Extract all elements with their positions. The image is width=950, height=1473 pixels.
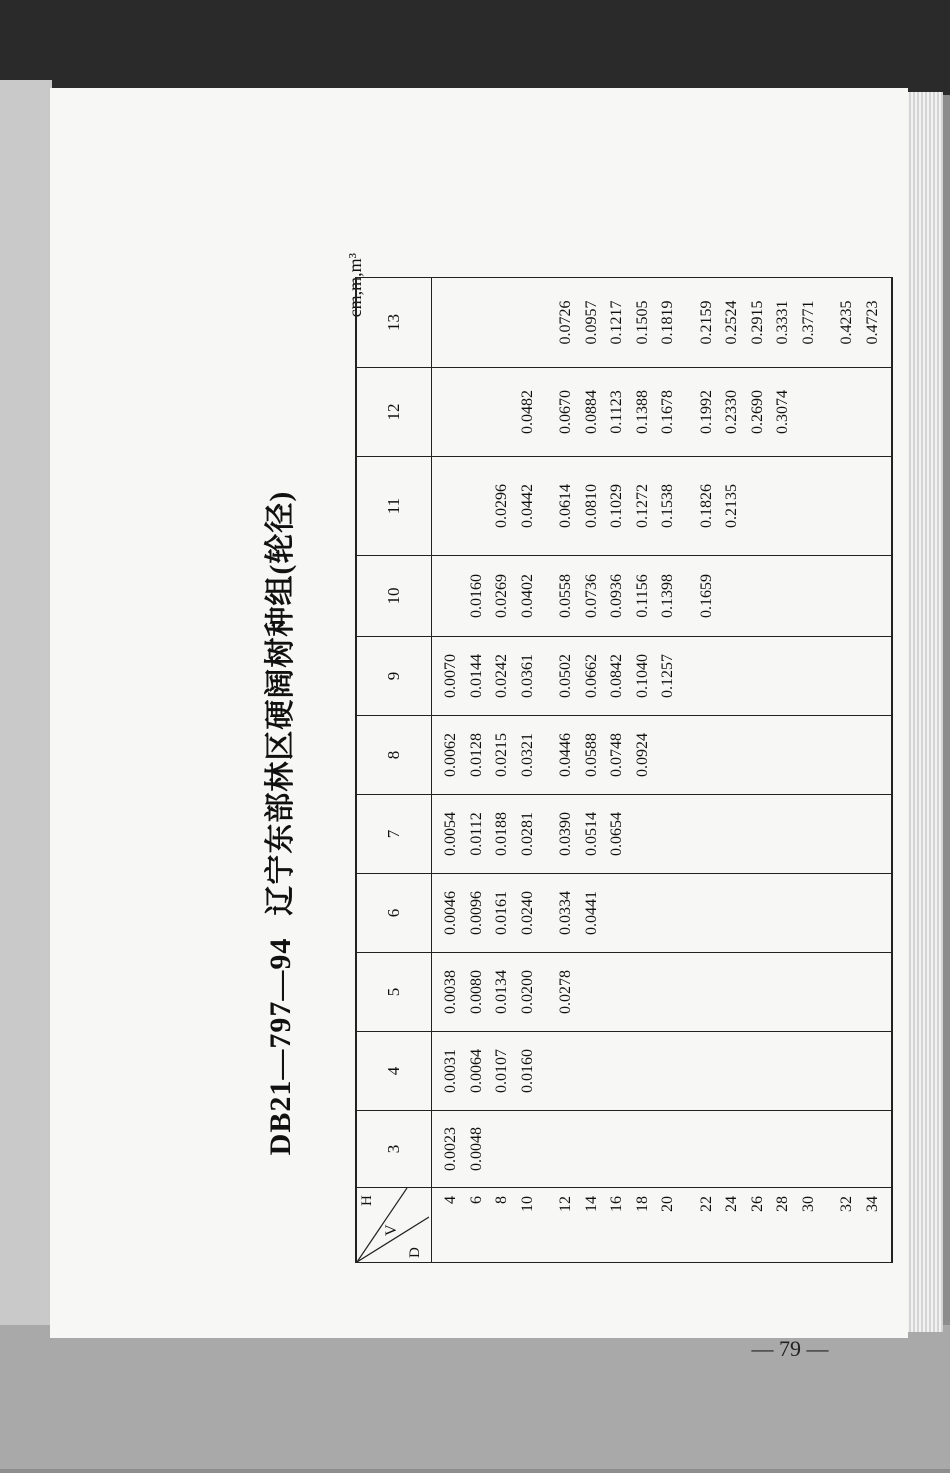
diameter-label: 4 [442, 1196, 459, 1204]
volume-cell [579, 953, 605, 1031]
volume-cell [464, 278, 490, 367]
volume-cell [834, 716, 860, 794]
volume-cell: 0.1538 [659, 484, 676, 528]
volume-cell [770, 953, 796, 1031]
volume-cell [438, 368, 464, 456]
volume-cell [834, 457, 860, 555]
volume-cell [655, 716, 681, 794]
height-header-8: 8 [356, 716, 432, 795]
volume-cell: 0.4235 [838, 300, 855, 345]
volume-cell: 0.0390 [557, 812, 574, 856]
volume-cell [630, 795, 656, 873]
header-row [356, 278, 432, 1263]
volume-cell [796, 874, 822, 952]
volume-cell: 0.0144 [467, 654, 485, 698]
volume-cell: 0.3771 [799, 300, 817, 345]
volume-cell [834, 368, 860, 456]
group-gap [681, 795, 694, 873]
volume-cell [796, 368, 822, 456]
volume-cell: 0.0031 [442, 1049, 459, 1093]
volume-cell: 0.0023 [442, 1127, 459, 1171]
volume-cell: 0.0064 [467, 1049, 485, 1093]
volume-cell [860, 637, 886, 715]
volume-cell: 0.2524 [723, 300, 740, 345]
volume-cell [860, 874, 886, 952]
volume-cell [834, 953, 860, 1031]
volume-column-h13 [432, 278, 893, 368]
volume-cell [796, 637, 822, 715]
volume-cell: 0.0558 [557, 574, 574, 618]
volume-cell: 0.0096 [467, 891, 485, 935]
group-gap [681, 1111, 694, 1187]
table-title: 辽宁东部林区硬阔树种组(轮径) [264, 490, 297, 916]
corner-d: D [407, 1247, 423, 1258]
volume-cell: 0.1992 [697, 390, 715, 434]
volume-table [355, 277, 893, 1263]
volume-cell: 0.4723 [863, 300, 881, 345]
volume-cell: 0.1388 [633, 390, 651, 434]
group-gap [681, 874, 694, 952]
volume-column-h6 [432, 874, 893, 953]
volume-cell: 0.0062 [442, 733, 459, 777]
volume-cell [745, 1032, 771, 1110]
units-label: cm,m,m³ [345, 253, 365, 318]
book-page [50, 88, 908, 1361]
volume-cell [694, 1032, 720, 1110]
volume-cell: 0.0614 [557, 484, 574, 528]
group-gap [821, 716, 834, 794]
diameter-label: 26 [748, 1196, 766, 1212]
volume-cell: 0.1217 [608, 300, 625, 345]
volume-cell: 0.1257 [659, 654, 676, 698]
volume-cell [694, 637, 720, 715]
group-gap [540, 457, 553, 555]
volume-cell [770, 795, 796, 873]
group-gap [540, 953, 553, 1031]
volume-cell [719, 874, 745, 952]
diameter-label: 20 [659, 1196, 676, 1212]
volume-cell: 0.1826 [697, 484, 715, 528]
volume-column-h7 [432, 795, 893, 874]
volume-cell [796, 795, 822, 873]
volume-cell [834, 1032, 860, 1110]
volume-cell: 0.0924 [633, 733, 651, 777]
volume-cell [694, 795, 720, 873]
height-header-9: 9 [356, 637, 432, 716]
volume-cell [579, 1032, 605, 1110]
diameter-column [432, 1188, 893, 1263]
volume-cell: 0.3331 [774, 300, 791, 345]
volume-cell [834, 556, 860, 636]
volume-cell: 0.0446 [557, 733, 574, 777]
volume-cell: 0.0321 [518, 733, 536, 777]
volume-cell: 0.0269 [493, 574, 510, 618]
volume-cell [438, 457, 464, 555]
volume-cell [860, 368, 886, 456]
height-header-12: 12 [356, 368, 432, 457]
volume-cell: 0.0810 [582, 484, 600, 528]
volume-cell [515, 1111, 541, 1187]
volume-cell: 0.1819 [659, 300, 676, 345]
height-header-10: 10 [356, 556, 432, 637]
volume-cell: 0.0588 [582, 733, 600, 777]
volume-cell: 0.0134 [493, 970, 510, 1014]
group-gap [681, 1032, 694, 1110]
volume-cell: 0.1505 [633, 300, 651, 345]
volume-cell: 0.0842 [608, 654, 625, 698]
diameter-label: 30 [799, 1196, 817, 1212]
volume-cell: 0.0654 [608, 812, 625, 856]
volume-cell: 0.0070 [442, 654, 459, 698]
volume-cell: 0.0957 [582, 300, 600, 345]
group-gap [681, 278, 694, 367]
volume-column-h3 [432, 1111, 893, 1188]
group-gap [821, 1188, 834, 1262]
height-header-7: 7 [356, 795, 432, 874]
volume-column-h4 [432, 1032, 893, 1111]
volume-cell [860, 953, 886, 1031]
group-gap [681, 953, 694, 1031]
volume-cell [745, 556, 771, 636]
diameter-label: 18 [633, 1196, 651, 1212]
group-gap [821, 457, 834, 555]
volume-cell: 0.0296 [493, 484, 510, 528]
volume-cell [604, 1111, 630, 1187]
diameter-label: 14 [582, 1196, 600, 1212]
group-gap [681, 457, 694, 555]
group-gap [821, 795, 834, 873]
volume-cell: 0.0188 [493, 812, 510, 856]
volume-cell: 0.0281 [518, 812, 536, 856]
page-title [255, 273, 299, 1373]
group-gap [821, 637, 834, 715]
volume-cell [860, 716, 886, 794]
group-gap [821, 874, 834, 952]
volume-cell: 0.0046 [442, 891, 459, 935]
height-header-6: 6 [356, 874, 432, 953]
group-gap [540, 716, 553, 794]
volume-column-h11 [432, 457, 893, 556]
volume-cell [604, 1032, 630, 1110]
volume-cell: 0.1029 [608, 484, 625, 528]
group-gap [540, 637, 553, 715]
group-gap [540, 556, 553, 636]
volume-cell: 0.1398 [659, 574, 676, 618]
volume-column-h5 [432, 953, 893, 1032]
volume-cell [796, 457, 822, 555]
diameter-label: 32 [838, 1196, 855, 1212]
diameter-label: 10 [518, 1196, 536, 1212]
volume-cell: 0.1040 [633, 654, 651, 698]
volume-cell [464, 457, 490, 555]
volume-cell [770, 716, 796, 794]
volume-cell [796, 716, 822, 794]
volume-cell [860, 457, 886, 555]
group-gap [681, 1188, 694, 1262]
volume-cell: 0.0054 [442, 812, 459, 856]
volume-cell [655, 1032, 681, 1110]
body-row [432, 278, 893, 1263]
volume-cell [719, 953, 745, 1031]
diameter-label: 24 [723, 1196, 740, 1212]
volume-cell [770, 556, 796, 636]
height-header-13: 13 [356, 278, 432, 368]
volume-cell [489, 278, 515, 367]
volume-cell [630, 953, 656, 1031]
volume-cell: 0.0038 [442, 970, 459, 1014]
group-gap [540, 795, 553, 873]
volume-cell: 0.0402 [518, 574, 536, 618]
volume-cell [553, 1032, 579, 1110]
book-page-edges [905, 92, 943, 1332]
height-header-5: 5 [356, 953, 432, 1032]
volume-cell: 0.0080 [467, 970, 485, 1014]
volume-cell: 0.0200 [518, 970, 536, 1014]
diameter-label: 16 [608, 1196, 625, 1212]
volume-cell [438, 556, 464, 636]
volume-cell: 0.0278 [557, 970, 574, 1014]
volume-cell: 0.0242 [493, 654, 510, 698]
volume-cell: 0.0160 [518, 1049, 536, 1093]
volume-cell [630, 1032, 656, 1110]
volume-cell [796, 1111, 822, 1187]
volume-cell [719, 637, 745, 715]
volume-cell: 0.3074 [774, 390, 791, 434]
group-gap [681, 716, 694, 794]
volume-cell: 0.0361 [518, 654, 536, 698]
volume-cell [770, 637, 796, 715]
standard-code: DB21—797—94 [264, 937, 297, 1156]
volume-cell [694, 1111, 720, 1187]
volume-cell [438, 278, 464, 367]
volume-cell [860, 1032, 886, 1110]
volume-cell: 0.0748 [608, 733, 625, 777]
corner-h: H [359, 1195, 375, 1206]
group-gap [821, 368, 834, 456]
height-header-11: 11 [356, 457, 432, 556]
volume-cell [834, 1111, 860, 1187]
volume-cell: 0.1659 [697, 574, 715, 618]
volume-cell [745, 874, 771, 952]
diameter-label: 12 [557, 1196, 574, 1212]
group-gap [681, 637, 694, 715]
page-number: — 79 — [751, 1336, 829, 1361]
height-header-3: 3 [356, 1111, 432, 1188]
diameter-label: 22 [697, 1196, 715, 1212]
volume-cell: 0.0441 [582, 891, 600, 935]
volume-cell: 0.2915 [748, 300, 766, 345]
volume-cell [745, 637, 771, 715]
volume-cell: 0.0514 [582, 812, 600, 856]
volume-cell [630, 1111, 656, 1187]
scan-left-margin [0, 80, 52, 1330]
volume-cell: 0.0936 [608, 574, 625, 618]
group-gap [540, 1032, 553, 1110]
group-gap [821, 1111, 834, 1187]
volume-cell: 0.0482 [518, 390, 536, 434]
volume-cell: 0.1123 [608, 390, 625, 434]
group-gap [821, 1032, 834, 1110]
group-gap [681, 556, 694, 636]
volume-cell [719, 556, 745, 636]
volume-cell: 0.0502 [557, 654, 574, 698]
diameter-label: 6 [467, 1196, 485, 1204]
volume-cell [719, 1111, 745, 1187]
group-gap [540, 368, 553, 456]
volume-cell [796, 953, 822, 1031]
volume-cell [860, 1111, 886, 1187]
volume-cell [489, 1111, 515, 1187]
volume-cell [770, 874, 796, 952]
volume-cell: 0.0726 [557, 300, 574, 345]
corner-v: V [383, 1224, 400, 1236]
volume-cell [655, 953, 681, 1031]
volume-column-h8 [432, 716, 893, 795]
volume-cell [694, 953, 720, 1031]
volume-cell [834, 795, 860, 873]
volume-cell [860, 795, 886, 873]
volume-cell: 0.1156 [633, 574, 651, 618]
volume-cell: 0.0160 [467, 574, 485, 618]
volume-cell [489, 368, 515, 456]
volume-cell: 0.0128 [467, 733, 485, 777]
corner-cell [356, 1188, 432, 1263]
volume-cell: 0.0736 [582, 574, 600, 618]
volume-cell [515, 278, 541, 367]
volume-cell: 0.0442 [518, 484, 536, 528]
volume-cell: 0.2135 [723, 484, 740, 528]
volume-cell: 0.0107 [493, 1049, 510, 1093]
volume-cell [464, 368, 490, 456]
volume-cell: 0.0112 [467, 812, 485, 856]
volume-cell [694, 716, 720, 794]
volume-cell [770, 1111, 796, 1187]
diameter-label: 8 [493, 1196, 510, 1204]
volume-cell: 0.1272 [633, 484, 651, 528]
volume-cell: 0.0048 [467, 1127, 485, 1171]
volume-cell [553, 1111, 579, 1187]
volume-cell [655, 1111, 681, 1187]
volume-cell [719, 1032, 745, 1110]
group-gap [681, 368, 694, 456]
volume-cell [604, 874, 630, 952]
volume-cell [834, 637, 860, 715]
volume-column-h12 [432, 368, 893, 457]
volume-cell [694, 874, 720, 952]
volume-cell [579, 1111, 605, 1187]
volume-cell: 0.0161 [493, 891, 510, 935]
group-gap [821, 953, 834, 1031]
volume-cell [770, 457, 796, 555]
diameter-label: 28 [774, 1196, 791, 1212]
volume-cell [745, 795, 771, 873]
volume-cell [719, 716, 745, 794]
group-gap [540, 874, 553, 952]
volume-cell [719, 795, 745, 873]
volume-cell: 0.2690 [748, 390, 766, 434]
diameter-label: 34 [863, 1196, 881, 1212]
volume-cell [745, 1111, 771, 1187]
volume-cell [770, 1032, 796, 1110]
volume-cell: 0.2159 [697, 300, 715, 345]
group-gap [540, 278, 553, 367]
volume-cell [860, 556, 886, 636]
volume-column-h10 [432, 556, 893, 637]
volume-cell: 0.0334 [557, 891, 574, 935]
rotated-content [155, 173, 895, 1473]
height-header-4: 4 [356, 1032, 432, 1111]
volume-cell [834, 874, 860, 952]
volume-cell: 0.0215 [493, 733, 510, 777]
volume-cell [745, 716, 771, 794]
volume-cell: 0.0670 [557, 390, 574, 434]
volume-cell: 0.0662 [582, 654, 600, 698]
volume-cell [745, 457, 771, 555]
volume-cell [655, 795, 681, 873]
volume-cell: 0.2330 [723, 390, 740, 434]
group-gap [540, 1188, 553, 1262]
group-gap [540, 1111, 553, 1187]
volume-column-h9 [432, 637, 893, 716]
scan-top-border [0, 0, 950, 95]
group-gap [821, 556, 834, 636]
volume-cell [630, 874, 656, 952]
group-gap [821, 278, 834, 367]
volume-cell [655, 874, 681, 952]
volume-cell: 0.0884 [582, 390, 600, 434]
volume-cell: 0.1678 [659, 390, 676, 434]
volume-cell [796, 1032, 822, 1110]
volume-cell [796, 556, 822, 636]
volume-cell: 0.0240 [518, 891, 536, 935]
volume-cell [745, 953, 771, 1031]
volume-cell [604, 953, 630, 1031]
